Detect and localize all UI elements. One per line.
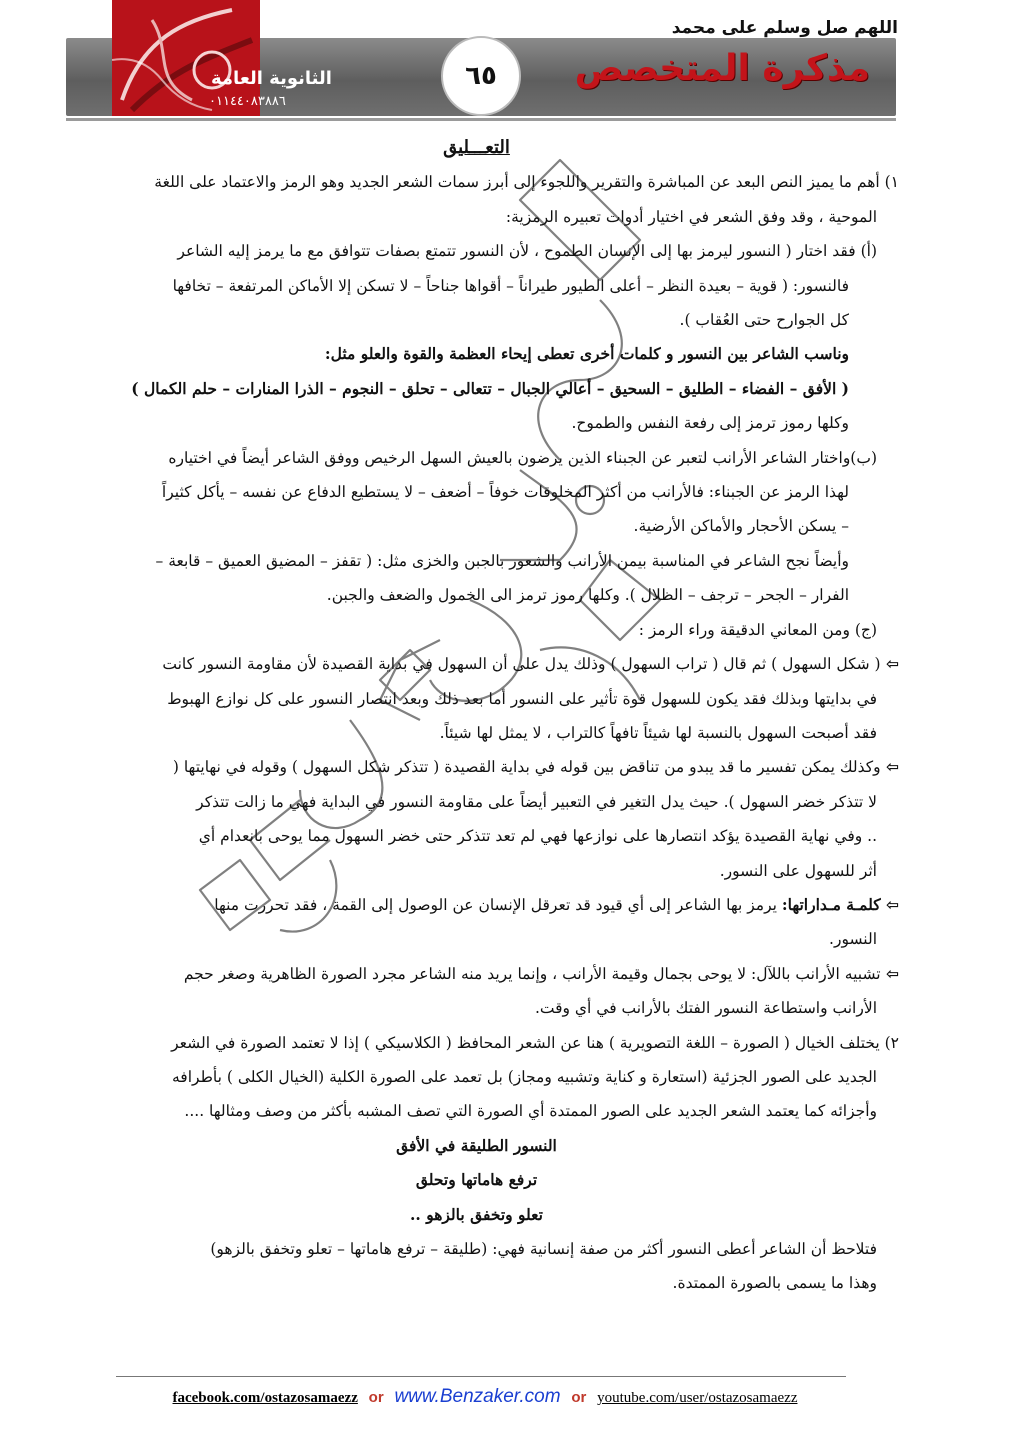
paragraph-line: وأجزائه كما يعتمد الشعر الجديد على الصور الممتدة أي الصورة التي تصف المشبه بأكثر من وصف ومثالها .... — [184, 1102, 877, 1121]
paragraph-line: (ب)واختار الشاعر الأرانب لتعبر عن الجبناء الذين يرضون بالعيش السهل الرخيص ووفق الشاعر أيضاً في اختياره — [168, 448, 877, 467]
arrow-bullet-icon: ⇦ — [880, 895, 899, 914]
paragraph-line: كل الجوارح حتى العُقاب ). — [679, 311, 849, 330]
school-block — [66, 38, 366, 116]
facebook-link[interactable]: facebook.com/ostazosamaezz — [172, 1390, 358, 1406]
youtube-link[interactable]: youtube.com/user/ostazosamaezz — [597, 1390, 798, 1406]
paragraph-line: – يسكن الأحجار والأماكن الأرضية. — [633, 517, 849, 536]
paragraph-line: وهذا ما يسمى بالصورة الممتدة. — [672, 1274, 877, 1293]
paragraph-line: .. وفي نهاية القصيدة يؤكد انتصارها على نوازعها فهي لم تعد تتذكر حتى خضر السهول مما يوحى بانعدام أي — [198, 827, 877, 846]
paragraph-line: ٢) يختلف الخيال ( الصورة – اللغة التصويرية ) هنا عن الشعر المحافظ ( الكلاسيكي ) إذا لا تعتمد الصورة في الشعر — [171, 1033, 899, 1052]
school-name: الثانوية العامة — [211, 68, 332, 89]
paragraph-line: أثر للسهول على النسور. — [719, 861, 877, 880]
bullet-text: وكذلك يمكن تفسير ما قد يبدو من تناقض بين قوله في بداية القصيدة ( تتذكر شكل السهول ) وقوله في نهايتها ( — [172, 758, 881, 777]
header-banner — [66, 38, 896, 116]
paragraph-line: (أ) فقد اختار ( النسور ليرمز بها إلى الإنسان الطموح ، لأن النسور تتمتع بصفات تتوافق مع ما يرمز إليه الشاعر — [177, 242, 877, 261]
school-phone: ٠١١٤٤٠٨٣٨٨٦ — [209, 94, 286, 109]
paragraph-line: وناسب الشاعر بين النسور و كلمات أخرى تعطى إيحاء العظمة والقوة والعلو مثل: — [324, 344, 849, 364]
paragraph-line: لهذا الرمز عن الجبناء: فالأرانب من أكثر المخلوقات خوفاً – أضعف – لا يستطيع الدفاع عن نفسه – يأكل كثيراً — [161, 483, 849, 502]
paragraph-line: فقد أصبحت السهول بالنسبة لها شيئاً تافهاً كالتراب ، لا يمثل لها شيئاً. — [439, 723, 877, 742]
or-separator: or — [571, 1389, 587, 1406]
bullet-text: تشبيه الأرانب باللآل: لا يوحى بجمال وقيمة الأرانب ، وإنما يريد منه الشاعر مجرد الصورة الظاهرية وصغر حجم — [183, 964, 881, 983]
bullet-bold-term: كلمـة مـداراتها: — [781, 894, 881, 914]
paragraph-line: وكلها رموز ترمز إلى رفعة النفس والطموح. — [571, 414, 849, 433]
arrow-bullet-icon: ⇦ — [880, 655, 899, 674]
arrow-bullet-icon: ⇦ — [880, 964, 899, 983]
bullet-text: ( شكل السهول ) ثم قال ( تراب السهول ) وذلك يدل على أن السهول في بداية القصيدة لأن مقاومة النسور كانت — [162, 655, 881, 674]
bullet-line — [54, 647, 899, 681]
paragraph-line: ( الأفق – الفضاء – الطليق – السحيق – أعالي الجبال – تتعالى – تحلق – النجوم – الذرا المنارات – حلم الكمال ) — [131, 378, 849, 398]
paragraph-line: (ج) ومن المعاني الدقيقة وراء الرمز : — [638, 620, 877, 639]
header-prayer: اللهم صل وسلم على محمد — [671, 18, 898, 38]
bullet-text: يرمز بها الشاعر إلى أي قيود قد تعرقل الإنسان عن الوصول إلى القمة ، فقد تحررت منها — [214, 895, 777, 914]
paragraph-line: لا تتذكر خضر السهول ). حيث يدل التغير في التعبير أيضاً على مقاومة النسور في البداية فهي ما زالت تتذكر — [196, 792, 877, 811]
paragraph-line: في بدايتها وبذلك فقد يكون للسهول قوة تأثير على النسور أما بعد ذلك وبعد انتصار النسور على كل نوازع الهبوط — [167, 689, 877, 708]
footer-links — [120, 1386, 850, 1408]
document-body — [54, 131, 899, 1301]
brand-title: مذكرة المتخصص — [574, 48, 870, 89]
section-title: التعـــليق — [443, 137, 510, 158]
paragraph-line: النسور. — [829, 930, 877, 949]
or-separator: or — [368, 1389, 384, 1406]
paragraph-line: وأيضاً نجح الشاعر في المناسبة بيمن الأرانب والشعور بالجبن والخزى مثل: ( تقفز – المضيق العميق – قابعة – — [155, 551, 849, 570]
header-divider — [66, 118, 896, 121]
paragraph-line: الأرانب واستطاعة النسور الفتك بالأرانب في أي وقت. — [534, 999, 877, 1018]
arrow-bullet-icon: ⇦ — [880, 758, 899, 777]
paragraph-line: ١) أهم ما يميز النص البعد عن المباشرة والتقرير واللجوء إلى أبرز سمات الشعر الجديد وهو الرمز والاعتماد على اللغة — [154, 173, 899, 192]
benzaker-link[interactable]: www.Benzaker.com — [394, 1386, 561, 1407]
footer-divider — [116, 1376, 846, 1377]
bullet-line — [54, 750, 899, 784]
paragraph-line: فتلاحظ أن الشاعر أعطى النسور أكثر من صفة إنسانية فهي: (طليقة – ترفع هاماتها – تعلو وتخفق بالزهو) — [210, 1240, 877, 1258]
paragraph-line: الجديد على الصور الجزئية (استعارة و كناية وتشبيه ومجاز) بل تعمد على الصورة الكلية (الخيال الكلى ) بأطرافه — [172, 1067, 877, 1086]
page-number: ٦٥ — [441, 36, 521, 116]
verse-line: النسور الطليقة في الأفق — [396, 1135, 557, 1155]
paragraph-line: الموحية ، وقد وفق الشعر في اختيار أدوات تعبيره الرمزية: — [505, 207, 877, 226]
paragraph-line: فالنسور: ( قوية – بعيدة النظر – أعلى الطيور طيراناً – أقواها جناحاً – لا تسكن إلا الأماكن المرتفعة – تخافها — [172, 276, 849, 295]
bullet-line — [54, 888, 899, 922]
bullet-line — [54, 957, 899, 991]
verse-line: ترفع هاماتها وتحلق — [415, 1170, 538, 1190]
verse-line: تعلو وتخفق بالزهو .. — [410, 1204, 543, 1224]
paragraph-line: الفرار – الجحر – ترجف – الظلال ). وكلها رموز ترمز الى الخمول والضعف والجبن. — [326, 586, 849, 605]
